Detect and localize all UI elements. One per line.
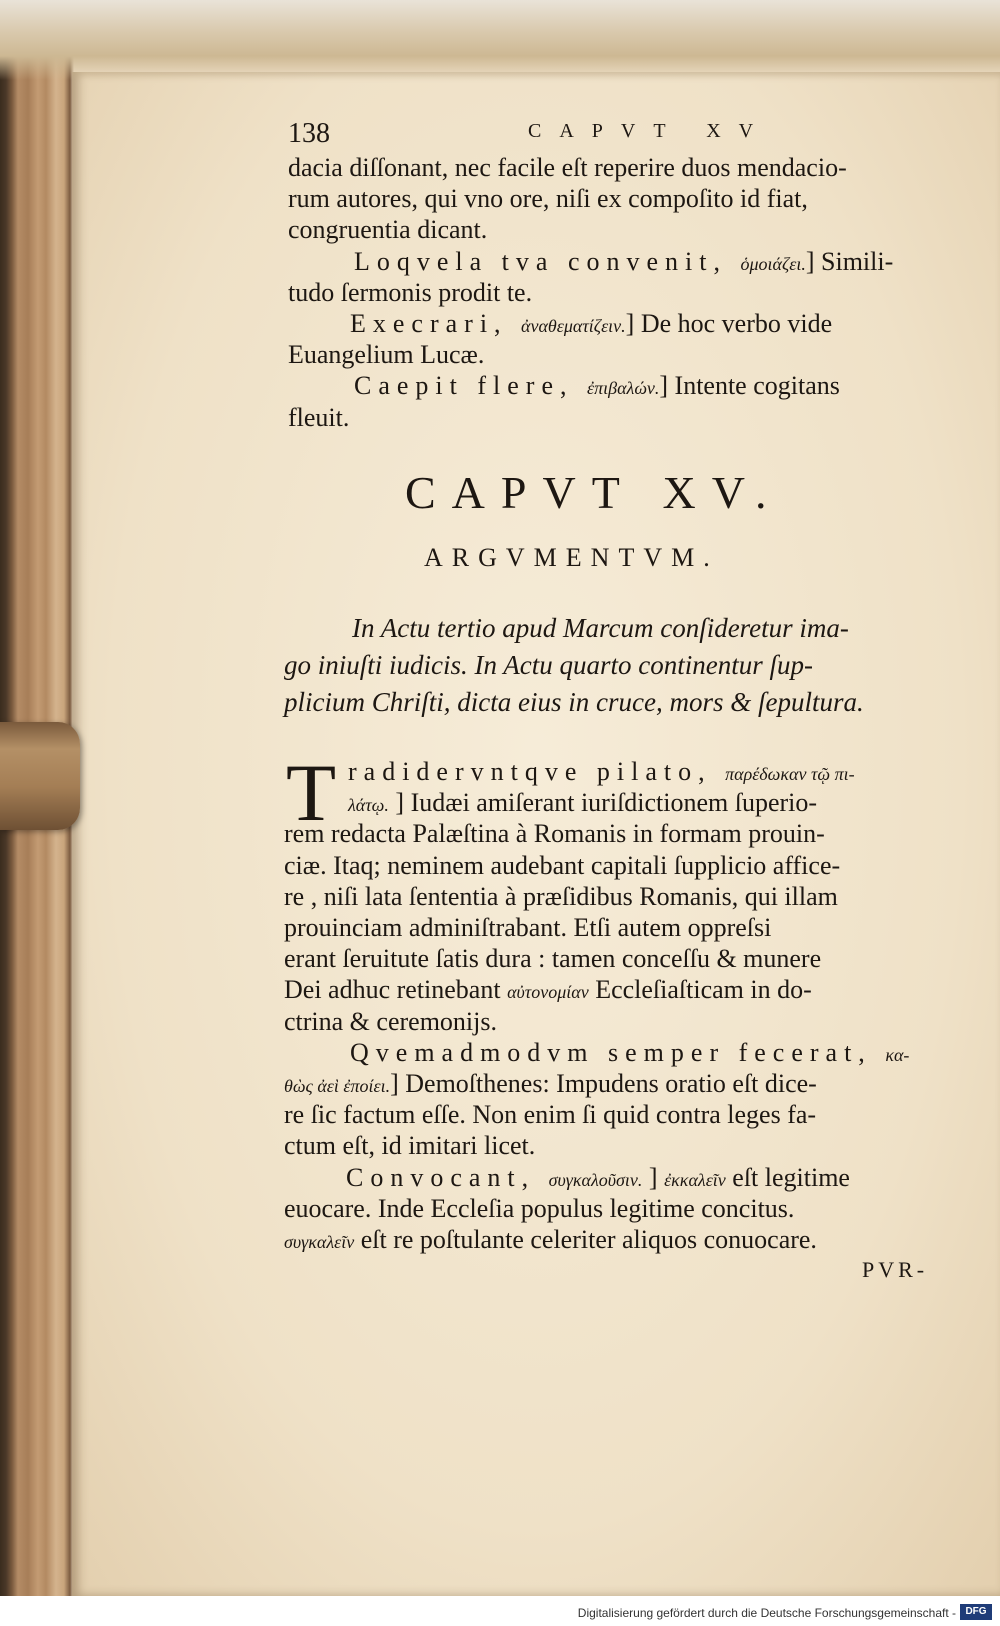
text-line bbox=[354, 370, 1000, 404]
line-text: re ſic factum eſſe. Non enim ſi quid contra leges fa- bbox=[284, 1100, 817, 1130]
text-line bbox=[284, 881, 934, 913]
text-line bbox=[284, 943, 934, 975]
lemma-caps: radidervntqve pilato, bbox=[348, 757, 726, 786]
text-line bbox=[288, 402, 938, 434]
text-line bbox=[288, 339, 938, 371]
text-line bbox=[284, 1099, 934, 1131]
greek-term: θὼς ἀεὶ ἐποίει. bbox=[284, 1076, 391, 1096]
text-line bbox=[284, 912, 934, 944]
line-text: Dei adhuc retinebant bbox=[284, 975, 508, 1005]
text-line bbox=[354, 246, 1000, 280]
text-line bbox=[284, 1068, 934, 1102]
greek-term: λάτῳ. bbox=[348, 795, 389, 816]
line-text: rum autores, qui vno ore, niſi ex compoſito id fiat, bbox=[288, 184, 808, 214]
line-text: Euangelium Lucæ. bbox=[288, 340, 485, 370]
text-line bbox=[288, 152, 938, 184]
lemma-caps: Execrari, bbox=[350, 309, 522, 338]
argument-title: ARGVMENTVM. bbox=[424, 543, 719, 572]
line-text: erant ſeruitute ſatis dura : tamen conceſſu & munere bbox=[284, 944, 822, 974]
greek-term: ἐκκαλεῖν bbox=[664, 1169, 726, 1190]
line-text: ] De hoc verbo vide bbox=[625, 309, 833, 338]
page-top-edge bbox=[0, 0, 1000, 80]
lemma-caps: Convocant, bbox=[346, 1162, 549, 1192]
greek-term: ὁμοιάζει. bbox=[740, 253, 806, 274]
footer-credit: Digitalisierung gefördert durch die Deutsche Forschungsgemeinschaft - bbox=[577, 1606, 956, 1620]
line-text: Eccleſiaſticam in do- bbox=[588, 975, 812, 1005]
line-text: ctum eſt, id imitari licet. bbox=[284, 1131, 536, 1161]
greek-term: ἀναθεματίζειν. bbox=[521, 316, 626, 336]
argument-line: plicium Chriſti, dicta eius in cruce, mors & ſepultura. bbox=[284, 687, 864, 717]
text-line bbox=[350, 1037, 1000, 1071]
greek-term: παρέδωκαν τῷ πι- bbox=[725, 764, 855, 784]
text-line bbox=[348, 756, 998, 790]
text-line bbox=[284, 818, 934, 850]
line-text: ] bbox=[642, 1162, 665, 1192]
line-text: ciæ. Itaq; neminem audebant capitali ſupplicio affice- bbox=[284, 850, 841, 880]
greek-term: κα- bbox=[885, 1044, 910, 1065]
line-text: euocare. Inde Eccleſia populus legitime concitus. bbox=[284, 1193, 795, 1223]
line-text: eſt re poſtulante celeriter aliquos conuocare. bbox=[354, 1225, 817, 1254]
text-line bbox=[288, 183, 938, 215]
text-line bbox=[284, 1130, 934, 1162]
line-text: rem redacta Palæſtina à Romanis in formam prouin- bbox=[284, 819, 825, 849]
argument-line: In Actu tertio apud Marcum conſideretur ima- bbox=[352, 613, 849, 643]
line-text: tudo ſermonis prodit te. bbox=[288, 277, 533, 307]
digitization-footer bbox=[0, 1596, 1000, 1626]
lemma-caps: Qvemadmodvm semper fecerat, bbox=[350, 1037, 886, 1067]
line-text: ] Iudæi amiſerant iuriſdictionem ſuperio- bbox=[388, 788, 818, 818]
book-clasp bbox=[0, 722, 80, 830]
text-line bbox=[288, 214, 938, 246]
lemma-caps: Caepit flere, bbox=[354, 371, 587, 401]
running-title: CAPVT XV bbox=[528, 120, 772, 142]
text-line bbox=[348, 787, 998, 821]
argument-line: go iniuſti iudicis. In Actu quarto continentur ſup- bbox=[284, 650, 813, 680]
line-text: ] Simili- bbox=[805, 246, 894, 276]
dfg-logo: DFG bbox=[960, 1604, 992, 1620]
line-text: fleuit. bbox=[288, 402, 350, 432]
greek-term: συγκαλεῖν bbox=[284, 1232, 355, 1252]
line-text: re , niſi lata ſententia à præſidibus Romanis, qui illam bbox=[284, 881, 838, 911]
text-line bbox=[288, 277, 938, 309]
chapter-title: CAPVT XV. bbox=[405, 467, 783, 518]
text-line bbox=[350, 308, 1000, 342]
text-line bbox=[284, 974, 934, 1008]
text-line bbox=[346, 1162, 996, 1196]
line-text: dacia diſſonant, nec facile eſt reperire duos mendacio- bbox=[288, 153, 847, 182]
line-text: congruentia dicant. bbox=[288, 215, 488, 245]
text-line bbox=[284, 1224, 934, 1258]
text-line bbox=[284, 1006, 934, 1038]
page-number: 138 bbox=[288, 118, 330, 149]
lemma-caps: Loqvela tva convenit, bbox=[354, 246, 741, 276]
line-text: prouinciam adminiſtrabant. Etſi autem oppreſsi bbox=[284, 913, 772, 942]
greek-term: ἐπιβαλών. bbox=[587, 378, 660, 399]
text-line bbox=[284, 1193, 934, 1225]
line-text: eſt legitime bbox=[725, 1162, 850, 1192]
drop-capital: T bbox=[286, 747, 337, 838]
greek-term: συγκαλοῦσιν. bbox=[548, 1169, 643, 1190]
greek-term: αὐτονομίαν bbox=[507, 982, 589, 1003]
line-text: ctrina & ceremonijs. bbox=[284, 1006, 497, 1036]
line-text: ] Intente cogitans bbox=[659, 371, 840, 401]
catchword: PVR- bbox=[862, 1257, 929, 1282]
line-text: ] Demoſthenes: Impudens oratio eſt dice- bbox=[390, 1069, 817, 1098]
text-line bbox=[284, 850, 934, 882]
